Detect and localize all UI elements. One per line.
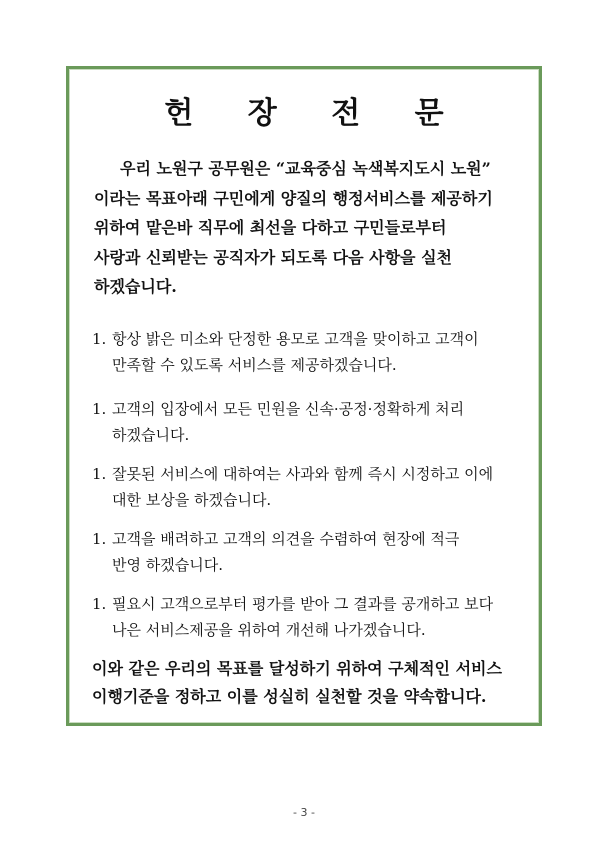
page-number: - 3 - (293, 806, 315, 819)
item-number: 1. (92, 530, 107, 548)
item-text: 반영 하겠습니다. (112, 556, 223, 574)
charter-item (92, 396, 522, 448)
item-text: 고객을 배려하고 고객의 의견을 수렴하여 현장에 적극 (112, 530, 460, 548)
item-number: 1. (92, 330, 107, 348)
item-number: 1. (92, 465, 107, 483)
item-text: 필요시 고객으로부터 평가를 받아 그 결과를 공개하고 보다 (112, 595, 494, 613)
preamble-line: 이라는 목표아래 구민에게 양질의 행정서비스를 제공하기 (94, 188, 493, 208)
charter-item (92, 526, 522, 578)
document-title: 헌 장 전 문 (164, 96, 466, 131)
item-text: 고객의 입장에서 모든 민원을 신속·공정·정확하게 처리 (112, 400, 465, 418)
preamble-line: 하겠습니다. (94, 277, 177, 296)
charter-item (92, 591, 522, 643)
item-text: 하겠습니다. (112, 426, 190, 444)
item-number: 1. (92, 400, 107, 418)
item-text: 항상 밝은 미소와 단정한 용모로 고객을 맞이하고 고객이 (112, 330, 479, 348)
item-number: 1. (92, 595, 107, 613)
closing-line: 이행기준을 정하고 이를 성실히 실천할 것을 약속합니다. (92, 687, 487, 706)
item-text: 대한 보상을 하겠습니다. (112, 491, 272, 509)
item-text: 잘못된 서비스에 대하여는 사과와 함께 즉시 시정하고 이에 (112, 465, 494, 483)
item-text: 만족할 수 있도록 서비스를 제공하겠습니다. (112, 356, 397, 374)
closing-line: 이와 같은 우리의 목표를 달성하기 위하여 구체적인 서비스 (92, 659, 502, 678)
preamble-paragraph (94, 154, 524, 302)
charter-item (92, 326, 522, 378)
preamble-line: 위하여 맡은바 직무에 최선을 다하고 구민들로부터 (94, 218, 447, 237)
charter-item (92, 461, 522, 513)
preamble-line: 우리 노원구 공무원은 “교육중심 녹색복지도시 노원” (120, 159, 491, 178)
preamble-line: 사랑과 신뢰받는 공직자가 되도록 다음 사항을 실천 (94, 247, 452, 267)
closing-paragraph (92, 655, 532, 711)
item-text: 나은 서비스제공을 위하여 개선해 나가겠습니다. (112, 621, 426, 639)
